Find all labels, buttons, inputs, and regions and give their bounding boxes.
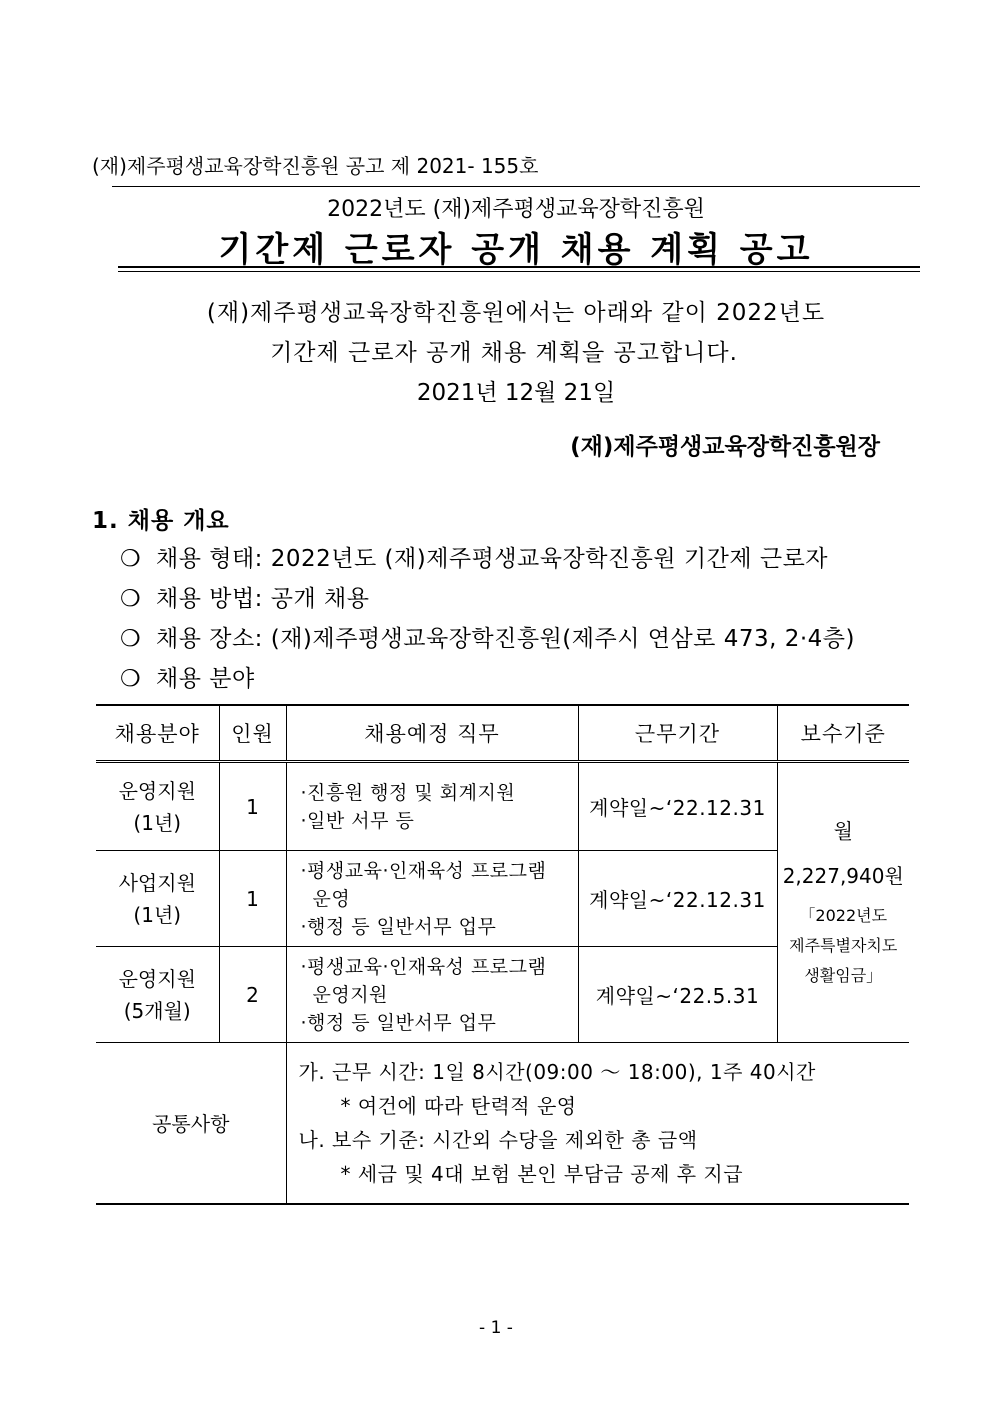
bullet-employment-fields [120,660,255,693]
field-name: 사업지원 [118,870,196,895]
intro-line-1: (재)제주평생교육장학진흥원에서는 아래와 같이 2022년도 [206,300,826,326]
document-subtitle: 2022년도 (재)제주평생교육장학진흥원 [327,197,705,222]
field-cell [96,762,219,851]
common-details [286,1043,909,1204]
field-term: (5개월) [123,998,191,1023]
common-note: * 세금 및 4대 보험 본인 부담금 공제 후 지급 [340,1161,744,1186]
bullet-employment-method [120,580,369,613]
circle-bullet-icon: ❍ [120,586,142,612]
pay-amount: 2,227,940원 [782,863,904,888]
header-field: 채용분야 [96,705,219,762]
duty-line: ·행정 등 일반서무 업무 [300,915,497,938]
circle-bullet-icon: ❍ [120,626,142,652]
duty-cell [286,851,578,947]
duty-cell [286,762,578,851]
common-label: 공통사항 [96,1043,286,1204]
field-cell [96,947,219,1043]
header-count: 인원 [219,705,286,762]
table-row-common [96,1043,909,1204]
bullet-text: 채용 형태: 2022년도 (재)제주평생교육장학진흥원 기간제 근로자 [156,546,829,572]
duty-line: 운영지원 [312,983,388,1006]
field-term: (1년) [133,810,182,835]
header-pay: 보수기준 [777,705,909,762]
page-number: - 1 - [479,1318,513,1338]
header-period: 근무기간 [578,705,777,762]
pay-basis-line: 생활임금」 [804,965,883,985]
common-line: 나. 보수 기준: 시간외 수당을 제외한 총 금액 [298,1127,698,1152]
pay-basis-line: 제주특별자치도 [789,935,898,955]
period-cell: 계약일~‘22.5.31 [578,947,777,1043]
common-line: 가. 근무 시간: 1일 8시간(09:00 ～ 18:00), 1주 40시간 [298,1059,816,1084]
count-cell: 2 [219,947,286,1043]
pay-cell [777,762,909,1043]
period-cell: 계약일~‘22.12.31 [578,762,777,851]
duty-line: ·행정 등 일반서무 업무 [300,1011,497,1034]
field-name: 운영지원 [118,778,196,803]
pay-month: 월 [833,818,853,843]
bullet-text: 채용 분야 [156,666,255,692]
field-cell [96,851,219,947]
title-underline-thick [118,266,920,268]
table-row [96,762,909,851]
duty-cell [286,947,578,1043]
notice-date: 2021년 12월 21일 [416,380,616,406]
count-cell: 1 [219,851,286,947]
duty-line: ·평생교육·인재육성 프로그램 [300,955,547,978]
title-underline-thin [118,271,920,272]
notice-number: (재)제주평생교육장학진흥원 공고 제 2021- 155호 [92,154,539,178]
intro-line-2: 기간제 근로자 공개 채용 계획을 공고합니다. [270,340,738,366]
duty-line: 운영 [312,887,351,910]
duty-line: ·일반 서무 등 [300,809,415,832]
header-divider [112,186,920,187]
header-duty: 채용예정 직무 [286,705,578,762]
field-name: 운영지원 [118,966,196,991]
duty-line: ·진흥원 행정 및 회계지원 [300,781,516,804]
circle-bullet-icon: ❍ [120,546,142,572]
pay-basis-line: 「2022년도 [799,905,888,925]
duty-line: ·평생교육·인재육성 프로그램 [300,859,547,882]
recruitment-table [96,704,909,1205]
bullet-text: 채용 장소: (재)제주평생교육장학진흥원(제주시 연삼로 473, 2·4층) [156,626,855,652]
bullet-text: 채용 방법: 공개 채용 [156,586,370,612]
bullet-employment-location [120,620,855,653]
bullet-employment-type [120,540,828,573]
circle-bullet-icon: ❍ [120,666,142,692]
table-header-row [96,705,909,762]
issuer-name: (재)제주평생교육장학진흥원장 [570,434,880,460]
field-term: (1년) [133,902,182,927]
count-cell: 1 [219,762,286,851]
document-title: 기간제 근로자 공개 채용 계획 공고 [218,230,814,270]
period-cell: 계약일~‘22.12.31 [578,851,777,947]
common-note: * 여건에 따라 탄력적 운영 [340,1093,577,1118]
section-heading-overview: 1. 채용 개요 [92,508,230,534]
